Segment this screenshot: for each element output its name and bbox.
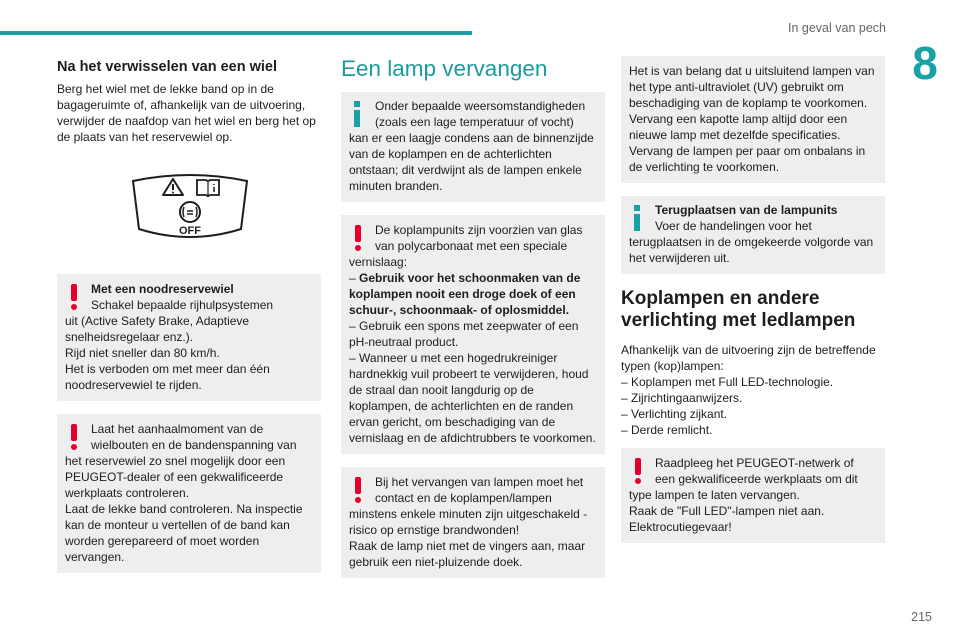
warning-line: Raak de "Full LED"-lampen niet aan. Elektrocutiegevaar!: [629, 504, 825, 535]
info-line: Onder bepaalde weersomstandigheden: [375, 99, 586, 113]
warning-line: contact en de koplampen/lampen: [375, 491, 552, 505]
led-intro-text: Afhankelijk van de uitvoering zijn de betreffende typen (kop)lampen:: [621, 343, 876, 374]
warning-line: Het is verboden om met meer dan één noodreservewiel te rijden.: [65, 362, 270, 392]
warning-line: van polycarbonaat met een speciale: [375, 239, 568, 253]
warning-line: Bij het vervangen van lampen moet het: [375, 475, 584, 489]
note-text: Het is van belang dat u uitsluitend lampen van het type anti-ultraviolet (UV) gebruikt om beschadiging van de koplamp te voorkomen. Vervang een kapotte lamp altijd door een nieuwe lamp met dezelfde specificaties. Vervang de lampen per paar om onbalans in de verlichting te voorkomen.: [629, 64, 875, 174]
wheel-intro-text: Berg het wiel met de lekke band op in de bagageruimte of, afhankelijk van de uitvoering, verwijder de naafdop van het wiel en berg het op de plaats van het reservewiel op.: [57, 82, 316, 144]
warning-line: Raak de lamp niet met de vingers aan, maar gebruik een niet-pluizende doek.: [349, 539, 586, 569]
heading-wheel-change: Na het verwisselen van een wiel: [57, 59, 278, 75]
dashboard-button-illustration: [129, 171, 251, 243]
warning-item: [349, 270, 597, 318]
list-item: – Koplampen met Full LED-technologie.: [621, 375, 834, 390]
dash: –: [349, 271, 360, 285]
warning-line: Rijd niet sneller dan 80 km/h.: [65, 346, 220, 360]
info-icon: [349, 99, 367, 129]
list-item: – Zijrichtingaanwijzers.: [621, 391, 743, 406]
column-middle: [341, 56, 605, 591]
off-label: OFF: [179, 225, 201, 237]
warning-exclamation-icon: [349, 222, 367, 252]
warning-exclamation-icon: [349, 474, 367, 504]
warning-line: uit (Active Safety Brake, Adaptieve snelheidsregelaar enz.).: [65, 314, 250, 344]
info-box-condensation: [341, 92, 605, 202]
info-icon: [629, 203, 647, 233]
warning-line: Laat de lekke band controleren. Na inspectie kan de monteur u vertellen of de band kan worden gerepareerd of moet worden vervangen.: [65, 502, 303, 564]
info-line: terugplaatsen in de omgekeerde volgorde van het verwijderen uit.: [629, 235, 874, 265]
warning-item: – Wanneer u met een hogedrukreiniger hardnekkig vuil probeert te verwijderen, houd de straal dan nooit langdurig op de koplampen, de achterlichten en de randen ervan gericht, om beschadiging van de vernislaag en de afdichtrubbers te voorkomen.: [349, 351, 596, 445]
section-title: In geval van pech: [788, 21, 886, 35]
list-item: – Derde remlicht.: [621, 423, 713, 438]
warning-box-spare-wheel: [57, 274, 321, 401]
warning-line: Laat het aanhaalmoment van de: [91, 422, 264, 436]
warning-line: minstens enkele minuten zijn uitgeschakeld - risico op ernstige brandwonden!: [349, 507, 588, 537]
info-title: Terugplaatsen van de lampunits: [655, 203, 838, 217]
warning-title: Met een noodreservewiel: [91, 282, 234, 296]
warning-exclamation-icon: [629, 455, 647, 485]
list-item: – Verlichting zijkant.: [621, 407, 728, 422]
warning-line: type lampen te laten vervangen.: [629, 488, 800, 503]
warning-line: wielbouten en de bandenspanning van het reservewiel zo snel mogelijk door een PEUGEOT-dealer of een gekwalificeerde werkplaats controleren.: [65, 438, 297, 500]
warning-item: – Gebruik een spons met zeepwater of een pH-neutraal product.: [349, 319, 579, 349]
warning-box-led: [621, 448, 885, 543]
warning-line: Raadpleeg het PEUGEOT-netwerk of: [655, 456, 854, 471]
warning-exclamation-icon: [65, 421, 83, 451]
warning-line: een gekwalificeerde werkplaats om dit: [655, 472, 858, 487]
info-line: Voer de handelingen voor het: [655, 219, 812, 233]
warning-box-torque: [57, 414, 321, 573]
warning-line: Schakel bepaalde rijhulpsystemen: [91, 298, 274, 312]
warning-line: De koplampunits zijn voorzien van glas: [375, 223, 583, 237]
warning-line: vernislaag:: [349, 255, 408, 269]
info-box-refit: [621, 196, 885, 274]
column-right: [621, 56, 885, 556]
page-number: 215: [911, 610, 932, 624]
note-box-uv-lamps: [621, 56, 885, 183]
chapter-number: 8: [912, 37, 938, 89]
header-accent-bar: [0, 31, 472, 35]
warning-bold-text: Gebruik voor het schoonmaken van de koplampen nooit een droge doek of een schuur-, schoonmaak- of oplosmiddel.: [349, 271, 581, 317]
info-line: (zoals een lage temperatuur of vocht): [375, 115, 574, 129]
warning-exclamation-icon: [65, 281, 83, 311]
heading-replace-lamp: Een lamp vervangen: [341, 56, 548, 81]
warning-box-burns: [341, 467, 605, 578]
column-left: [57, 56, 321, 586]
warning-box-polycarbonate: [341, 215, 605, 454]
heading-led-lamps: Koplampen en andere verlichting met ledlampen: [621, 288, 856, 332]
info-line: kan er een laagje condens aan de binnenzijde van de koplampen en de achterlichten ontstaan; dit verdwijnt als de lampen enkele minuten branden.: [349, 131, 594, 193]
